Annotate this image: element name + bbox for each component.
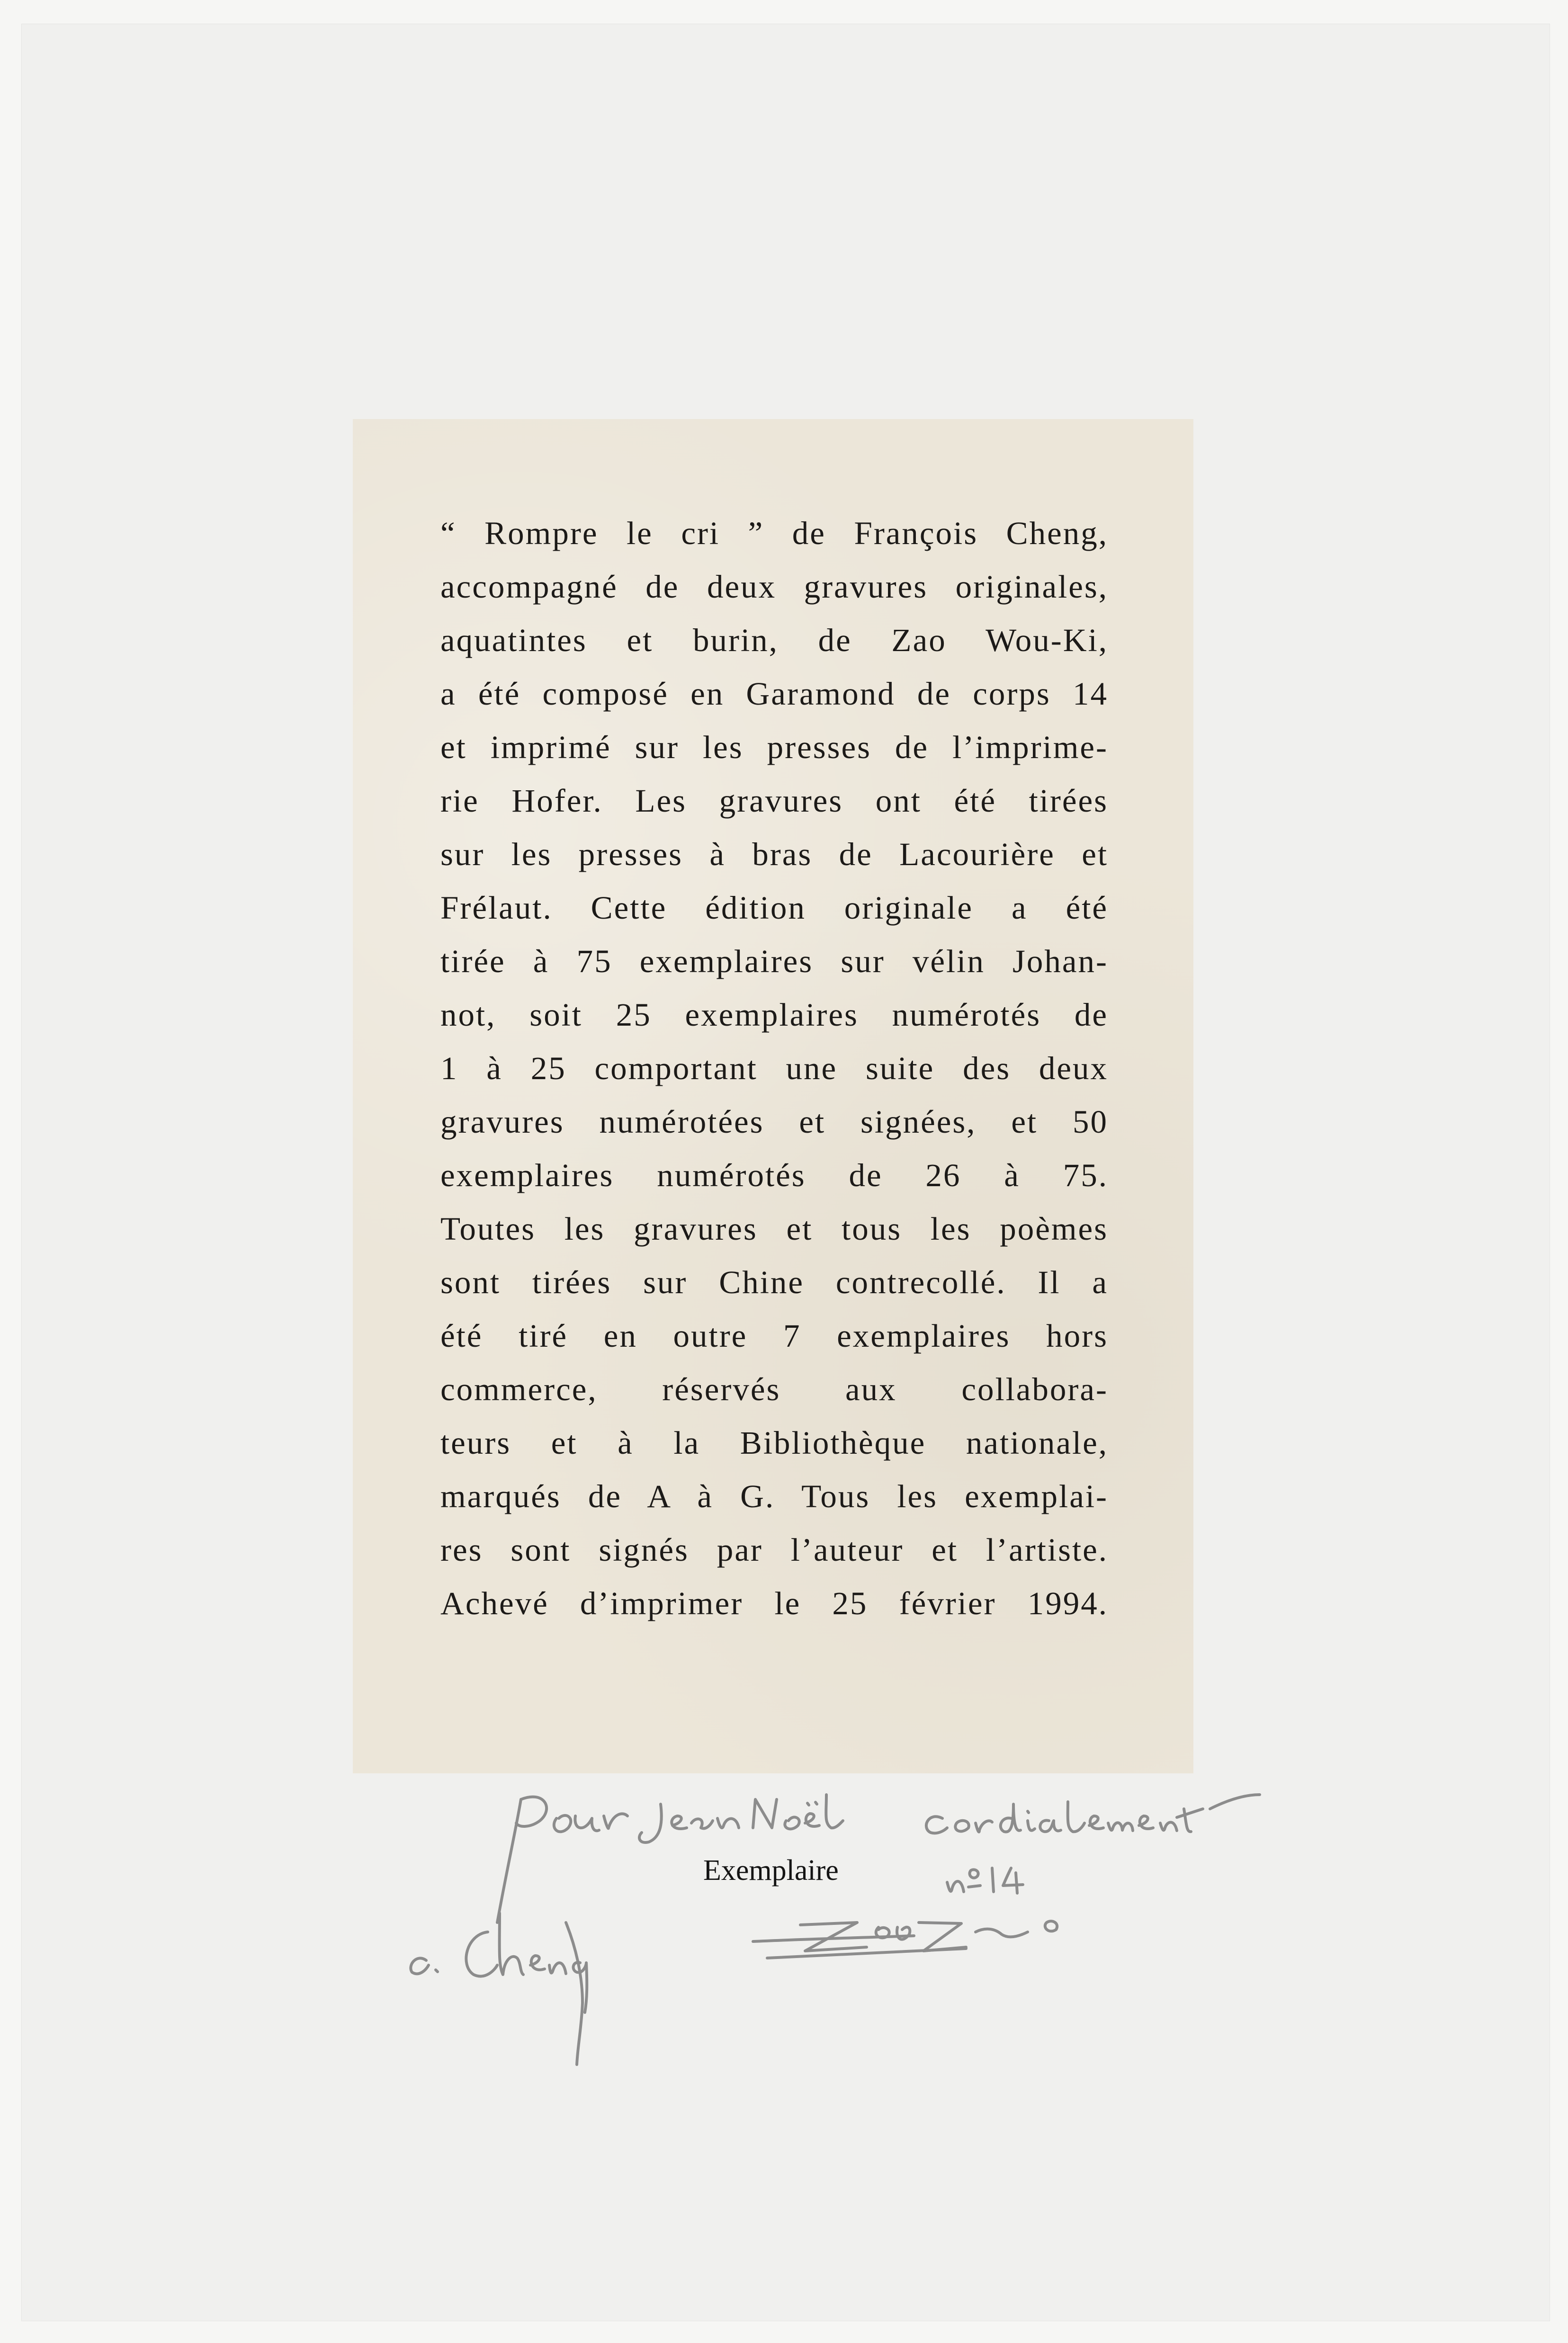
colophon-text [440,507,1108,1630]
colophon-line: not, soit 25 exemplaires numérotés de [440,997,1108,1033]
colophon-line: Toutes les gravures et tous les poèmes [440,1211,1108,1247]
colophon-line: exemplaires numérotés de 26 à 75. [440,1157,1108,1193]
colophon-line: res sont signés par l’auteur et l’artiste. [440,1532,1108,1568]
colophon-line: 1 à 25 comportant une suite des deux [440,1050,1108,1086]
colophon-line: commerce, réservés aux collabora- [440,1371,1108,1407]
colophon-line: tirée à 75 exemplaires sur vélin Johan- [440,943,1108,979]
colophon-line: gravures numérotées et signées, et 50 [440,1104,1108,1140]
colophon-line: accompagné de deux gravures originales, [440,569,1108,605]
colophon-line: “ Rompre le cri ” de François Cheng, [440,515,1108,551]
colophon-page [353,419,1193,1773]
colophon-line: Achevé d’imprimer le 25 février 1994. [440,1585,1108,1621]
colophon-line: Frélaut. Cette édition originale a été [440,890,1108,926]
colophon-line: a été composé en Garamond de corps 14 [440,676,1108,712]
copy-number-label: Exemplaire [703,1854,839,1887]
colophon-line: et imprimé sur les presses de l’imprime- [440,729,1108,765]
colophon-line: sur les presses à bras de Lacourière et [440,836,1108,872]
colophon-line: sont tirées sur Chine contrecollé. Il a [440,1264,1108,1300]
colophon-line: marqués de A à G. Tous les exemplai- [440,1478,1108,1514]
colophon-line: été tiré en outre 7 exemplaires hors [440,1318,1108,1354]
colophon-line: rie Hofer. Les gravures ont été tirées [440,783,1108,819]
colophon-line: aquatintes et burin, de Zao Wou-Ki, [440,622,1108,658]
colophon-line: teurs et à la Bibliothèque nationale, [440,1425,1108,1461]
